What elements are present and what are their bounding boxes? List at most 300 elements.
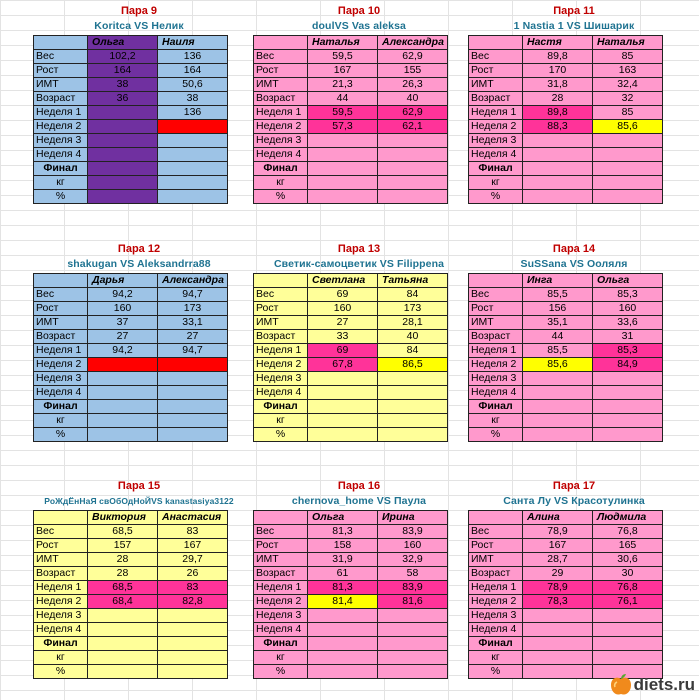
value-cell[interactable]: [308, 372, 378, 386]
row-label[interactable]: Неделя 4: [254, 148, 308, 162]
value-cell[interactable]: [593, 372, 663, 386]
row-label[interactable]: Вес: [254, 50, 308, 64]
value-cell[interactable]: 76,1: [593, 595, 663, 609]
player-name[interactable]: Людмила: [593, 511, 663, 525]
value-cell[interactable]: 62,1: [378, 120, 448, 134]
row-label[interactable]: Неделя 4: [469, 386, 523, 400]
value-cell[interactable]: 58: [378, 567, 448, 581]
row-label[interactable]: Неделя 2: [469, 358, 523, 372]
value-cell[interactable]: [523, 372, 593, 386]
value-cell[interactable]: [88, 358, 158, 372]
row-label[interactable]: Неделя 2: [34, 120, 88, 134]
row-label[interactable]: Неделя 2: [254, 120, 308, 134]
value-cell[interactable]: 27: [158, 330, 228, 344]
value-cell[interactable]: [88, 120, 158, 134]
value-cell[interactable]: [158, 651, 228, 665]
value-cell[interactable]: 67,8: [308, 358, 378, 372]
row-label[interactable]: Неделя 3: [34, 609, 88, 623]
row-label[interactable]: кг: [254, 176, 308, 190]
value-cell[interactable]: 69: [308, 344, 378, 358]
value-cell[interactable]: 155: [378, 64, 448, 78]
value-cell[interactable]: 68,5: [88, 581, 158, 595]
value-cell[interactable]: [308, 148, 378, 162]
value-cell[interactable]: 61: [308, 567, 378, 581]
value-cell[interactable]: [158, 428, 228, 442]
value-cell[interactable]: 160: [88, 302, 158, 316]
value-cell[interactable]: [378, 134, 448, 148]
value-cell[interactable]: [593, 414, 663, 428]
value-cell[interactable]: 83: [158, 525, 228, 539]
corner-cell[interactable]: [469, 511, 523, 525]
value-cell[interactable]: 68,4: [88, 595, 158, 609]
value-cell[interactable]: 160: [308, 302, 378, 316]
row-label[interactable]: Возраст: [469, 330, 523, 344]
row-label[interactable]: кг: [469, 414, 523, 428]
row-label[interactable]: Неделя 2: [469, 595, 523, 609]
player-name[interactable]: Александра: [378, 36, 448, 50]
value-cell[interactable]: 158: [308, 539, 378, 553]
value-cell[interactable]: [88, 428, 158, 442]
value-cell[interactable]: [378, 190, 448, 204]
row-label[interactable]: Рост: [254, 64, 308, 78]
value-cell[interactable]: 85,3: [593, 288, 663, 302]
value-cell[interactable]: [88, 609, 158, 623]
row-label[interactable]: ИМТ: [254, 316, 308, 330]
row-label[interactable]: Рост: [469, 302, 523, 316]
row-label[interactable]: %: [34, 428, 88, 442]
value-cell[interactable]: [88, 148, 158, 162]
value-cell[interactable]: 160: [593, 302, 663, 316]
player-name[interactable]: Наталья: [593, 36, 663, 50]
row-label[interactable]: Неделя 4: [34, 386, 88, 400]
value-cell[interactable]: 76,8: [593, 581, 663, 595]
row-label[interactable]: Финал: [469, 400, 523, 414]
row-label[interactable]: Неделя 2: [254, 358, 308, 372]
row-label[interactable]: %: [469, 665, 523, 679]
value-cell[interactable]: [158, 148, 228, 162]
value-cell[interactable]: [308, 428, 378, 442]
value-cell[interactable]: [593, 134, 663, 148]
row-label[interactable]: Рост: [34, 539, 88, 553]
value-cell[interactable]: 156: [523, 302, 593, 316]
value-cell[interactable]: [88, 190, 158, 204]
value-cell[interactable]: [88, 176, 158, 190]
row-label[interactable]: Неделя 3: [469, 609, 523, 623]
site-logo[interactable]: [608, 673, 695, 697]
value-cell[interactable]: [593, 623, 663, 637]
value-cell[interactable]: [523, 428, 593, 442]
value-cell[interactable]: [593, 148, 663, 162]
value-cell[interactable]: [88, 162, 158, 176]
value-cell[interactable]: 59,5: [308, 106, 378, 120]
value-cell[interactable]: [523, 148, 593, 162]
row-label[interactable]: Неделя 1: [469, 581, 523, 595]
row-label[interactable]: Неделя 4: [254, 386, 308, 400]
corner-cell[interactable]: [469, 274, 523, 288]
value-cell[interactable]: 31: [593, 330, 663, 344]
value-cell[interactable]: [88, 400, 158, 414]
value-cell[interactable]: 85,5: [523, 288, 593, 302]
value-cell[interactable]: [308, 134, 378, 148]
value-cell[interactable]: [523, 623, 593, 637]
row-label[interactable]: Возраст: [34, 330, 88, 344]
value-cell[interactable]: [378, 623, 448, 637]
value-cell[interactable]: 38: [158, 92, 228, 106]
row-label[interactable]: Возраст: [254, 330, 308, 344]
value-cell[interactable]: 33,6: [593, 316, 663, 330]
row-label[interactable]: Финал: [469, 162, 523, 176]
value-cell[interactable]: 68,5: [88, 525, 158, 539]
value-cell[interactable]: [523, 162, 593, 176]
value-cell[interactable]: 85,3: [593, 344, 663, 358]
value-cell[interactable]: 85: [593, 106, 663, 120]
value-cell[interactable]: 165: [593, 539, 663, 553]
value-cell[interactable]: [378, 609, 448, 623]
value-cell[interactable]: 44: [523, 330, 593, 344]
value-cell[interactable]: 31,9: [308, 553, 378, 567]
value-cell[interactable]: 32,4: [593, 78, 663, 92]
value-cell[interactable]: 38: [88, 78, 158, 92]
value-cell[interactable]: [158, 386, 228, 400]
value-cell[interactable]: [308, 623, 378, 637]
value-cell[interactable]: [523, 637, 593, 651]
value-cell[interactable]: [593, 609, 663, 623]
value-cell[interactable]: 78,3: [523, 595, 593, 609]
value-cell[interactable]: 26: [158, 567, 228, 581]
value-cell[interactable]: 59,5: [308, 50, 378, 64]
row-label[interactable]: ИМТ: [34, 316, 88, 330]
value-cell[interactable]: [158, 162, 228, 176]
value-cell[interactable]: [88, 665, 158, 679]
player-name[interactable]: Анастасия: [158, 511, 228, 525]
value-cell[interactable]: 31,8: [523, 78, 593, 92]
row-label[interactable]: Возраст: [34, 567, 88, 581]
value-cell[interactable]: 83,9: [378, 581, 448, 595]
row-label[interactable]: Возраст: [469, 567, 523, 581]
value-cell[interactable]: 57,3: [308, 120, 378, 134]
value-cell[interactable]: [158, 134, 228, 148]
row-label[interactable]: Вес: [254, 288, 308, 302]
row-label[interactable]: Неделя 4: [469, 148, 523, 162]
value-cell[interactable]: 81,3: [308, 525, 378, 539]
value-cell[interactable]: [158, 609, 228, 623]
value-cell[interactable]: [158, 190, 228, 204]
value-cell[interactable]: [378, 386, 448, 400]
value-cell[interactable]: 83: [158, 581, 228, 595]
value-cell[interactable]: [308, 162, 378, 176]
row-label[interactable]: Неделя 1: [34, 106, 88, 120]
value-cell[interactable]: [523, 609, 593, 623]
row-label[interactable]: Неделя 2: [469, 120, 523, 134]
value-cell[interactable]: 36: [88, 92, 158, 106]
player-name[interactable]: Ольга: [593, 274, 663, 288]
row-label[interactable]: %: [254, 190, 308, 204]
value-cell[interactable]: [88, 386, 158, 400]
corner-cell[interactable]: [254, 36, 308, 50]
value-cell[interactable]: [158, 623, 228, 637]
value-cell[interactable]: 88,3: [523, 120, 593, 134]
value-cell[interactable]: 30: [593, 567, 663, 581]
value-cell[interactable]: [378, 665, 448, 679]
row-label[interactable]: Вес: [34, 288, 88, 302]
player-name[interactable]: Инга: [523, 274, 593, 288]
value-cell[interactable]: 29: [523, 567, 593, 581]
value-cell[interactable]: 69: [308, 288, 378, 302]
value-cell[interactable]: [158, 665, 228, 679]
value-cell[interactable]: 30,6: [593, 553, 663, 567]
value-cell[interactable]: [308, 386, 378, 400]
row-label[interactable]: кг: [34, 414, 88, 428]
row-label[interactable]: Финал: [469, 637, 523, 651]
value-cell[interactable]: 82,8: [158, 595, 228, 609]
value-cell[interactable]: 136: [158, 50, 228, 64]
value-cell[interactable]: [308, 609, 378, 623]
row-label[interactable]: ИМТ: [34, 78, 88, 92]
row-label[interactable]: %: [254, 665, 308, 679]
row-label[interactable]: Вес: [254, 525, 308, 539]
value-cell[interactable]: [378, 400, 448, 414]
value-cell[interactable]: [378, 372, 448, 386]
player-name[interactable]: Дарья: [88, 274, 158, 288]
value-cell[interactable]: 94,2: [88, 288, 158, 302]
value-cell[interactable]: 84,9: [593, 358, 663, 372]
corner-cell[interactable]: [34, 274, 88, 288]
row-label[interactable]: Рост: [34, 64, 88, 78]
row-label[interactable]: Вес: [469, 50, 523, 64]
value-cell[interactable]: 50,6: [158, 78, 228, 92]
row-label[interactable]: %: [469, 428, 523, 442]
value-cell[interactable]: 78,9: [523, 525, 593, 539]
value-cell[interactable]: [88, 134, 158, 148]
value-cell[interactable]: 40: [378, 92, 448, 106]
value-cell[interactable]: 94,7: [158, 288, 228, 302]
row-label[interactable]: Неделя 1: [34, 581, 88, 595]
row-label[interactable]: %: [469, 190, 523, 204]
value-cell[interactable]: 33: [308, 330, 378, 344]
value-cell[interactable]: 167: [158, 539, 228, 553]
value-cell[interactable]: [378, 176, 448, 190]
row-label[interactable]: Неделя 3: [254, 372, 308, 386]
value-cell[interactable]: 81,6: [378, 595, 448, 609]
corner-cell[interactable]: [254, 274, 308, 288]
row-label[interactable]: Неделя 1: [469, 344, 523, 358]
value-cell[interactable]: 40: [378, 330, 448, 344]
row-label[interactable]: Финал: [34, 637, 88, 651]
value-cell[interactable]: 37: [88, 316, 158, 330]
value-cell[interactable]: [523, 400, 593, 414]
value-cell[interactable]: [308, 414, 378, 428]
value-cell[interactable]: 94,2: [88, 344, 158, 358]
value-cell[interactable]: 89,8: [523, 50, 593, 64]
value-cell[interactable]: 167: [523, 539, 593, 553]
row-label[interactable]: Возраст: [469, 92, 523, 106]
row-label[interactable]: Вес: [34, 525, 88, 539]
value-cell[interactable]: 164: [158, 64, 228, 78]
row-label[interactable]: Рост: [469, 64, 523, 78]
row-label[interactable]: ИМТ: [469, 553, 523, 567]
value-cell[interactable]: [378, 651, 448, 665]
value-cell[interactable]: [523, 651, 593, 665]
value-cell[interactable]: 164: [88, 64, 158, 78]
row-label[interactable]: Возраст: [254, 567, 308, 581]
row-label[interactable]: Неделя 1: [254, 106, 308, 120]
row-label[interactable]: Рост: [254, 539, 308, 553]
value-cell[interactable]: 94,7: [158, 344, 228, 358]
row-label[interactable]: Неделя 3: [34, 134, 88, 148]
value-cell[interactable]: [593, 637, 663, 651]
value-cell[interactable]: [378, 637, 448, 651]
value-cell[interactable]: [523, 414, 593, 428]
row-label[interactable]: ИМТ: [254, 78, 308, 92]
value-cell[interactable]: [523, 386, 593, 400]
row-label[interactable]: %: [254, 428, 308, 442]
value-cell[interactable]: 81,3: [308, 581, 378, 595]
value-cell[interactable]: [523, 134, 593, 148]
row-label[interactable]: ИМТ: [254, 553, 308, 567]
player-name[interactable]: Татьяна: [378, 274, 448, 288]
row-label[interactable]: Рост: [469, 539, 523, 553]
value-cell[interactable]: [308, 637, 378, 651]
player-name[interactable]: Настя: [523, 36, 593, 50]
value-cell[interactable]: [158, 358, 228, 372]
row-label[interactable]: %: [34, 190, 88, 204]
value-cell[interactable]: [593, 651, 663, 665]
value-cell[interactable]: 29,7: [158, 553, 228, 567]
row-label[interactable]: Рост: [34, 302, 88, 316]
value-cell[interactable]: [378, 428, 448, 442]
value-cell[interactable]: 157: [88, 539, 158, 553]
value-cell[interactable]: [158, 120, 228, 134]
value-cell[interactable]: 27: [308, 316, 378, 330]
row-label[interactable]: кг: [469, 651, 523, 665]
value-cell[interactable]: 102,2: [88, 50, 158, 64]
value-cell[interactable]: 83,9: [378, 525, 448, 539]
player-name[interactable]: Александра: [158, 274, 228, 288]
row-label[interactable]: Неделя 3: [254, 609, 308, 623]
value-cell[interactable]: [593, 386, 663, 400]
value-cell[interactable]: 33,1: [158, 316, 228, 330]
value-cell[interactable]: [158, 637, 228, 651]
value-cell[interactable]: [378, 162, 448, 176]
row-label[interactable]: Вес: [469, 288, 523, 302]
row-label[interactable]: Вес: [469, 525, 523, 539]
value-cell[interactable]: 28: [88, 567, 158, 581]
value-cell[interactable]: [523, 190, 593, 204]
value-cell[interactable]: [158, 372, 228, 386]
value-cell[interactable]: [593, 400, 663, 414]
value-cell[interactable]: [88, 372, 158, 386]
row-label[interactable]: Неделя 1: [254, 344, 308, 358]
value-cell[interactable]: 173: [378, 302, 448, 316]
value-cell[interactable]: 26,3: [378, 78, 448, 92]
row-label[interactable]: Неделя 1: [469, 106, 523, 120]
value-cell[interactable]: [308, 651, 378, 665]
value-cell[interactable]: 160: [378, 539, 448, 553]
value-cell[interactable]: [593, 176, 663, 190]
row-label[interactable]: Неделя 2: [254, 595, 308, 609]
row-label[interactable]: Неделя 4: [254, 623, 308, 637]
row-label[interactable]: Финал: [254, 637, 308, 651]
value-cell[interactable]: [593, 162, 663, 176]
value-cell[interactable]: 28: [523, 92, 593, 106]
row-label[interactable]: Неделя 3: [469, 134, 523, 148]
value-cell[interactable]: [593, 190, 663, 204]
row-label[interactable]: Неделя 4: [34, 623, 88, 637]
player-name[interactable]: Наиля: [158, 36, 228, 50]
value-cell[interactable]: 28,1: [378, 316, 448, 330]
player-name[interactable]: Алина: [523, 511, 593, 525]
row-label[interactable]: Неделя 2: [34, 358, 88, 372]
row-label[interactable]: Неделя 1: [34, 344, 88, 358]
value-cell[interactable]: [88, 414, 158, 428]
value-cell[interactable]: 44: [308, 92, 378, 106]
row-label[interactable]: Неделя 3: [34, 372, 88, 386]
row-label[interactable]: ИМТ: [469, 316, 523, 330]
value-cell[interactable]: 28: [88, 553, 158, 567]
player-name[interactable]: Ирина: [378, 511, 448, 525]
row-label[interactable]: %: [34, 665, 88, 679]
value-cell[interactable]: [378, 414, 448, 428]
value-cell[interactable]: 76,8: [593, 525, 663, 539]
value-cell[interactable]: 136: [158, 106, 228, 120]
value-cell[interactable]: 85,5: [523, 344, 593, 358]
value-cell[interactable]: 85,6: [593, 120, 663, 134]
value-cell[interactable]: [308, 176, 378, 190]
corner-cell[interactable]: [469, 36, 523, 50]
value-cell[interactable]: [88, 623, 158, 637]
row-label[interactable]: Вес: [34, 50, 88, 64]
value-cell[interactable]: 167: [308, 64, 378, 78]
corner-cell[interactable]: [34, 511, 88, 525]
row-label[interactable]: Неделя 2: [34, 595, 88, 609]
player-name[interactable]: Ольга: [308, 511, 378, 525]
row-label[interactable]: Финал: [34, 400, 88, 414]
value-cell[interactable]: 78,9: [523, 581, 593, 595]
row-label[interactable]: Финал: [34, 162, 88, 176]
player-name[interactable]: Ольга: [88, 36, 158, 50]
value-cell[interactable]: 28,7: [523, 553, 593, 567]
value-cell[interactable]: [88, 651, 158, 665]
corner-cell[interactable]: [254, 511, 308, 525]
value-cell[interactable]: 32: [593, 92, 663, 106]
value-cell[interactable]: [158, 414, 228, 428]
row-label[interactable]: Неделя 1: [254, 581, 308, 595]
value-cell[interactable]: 32,9: [378, 553, 448, 567]
row-label[interactable]: Возраст: [254, 92, 308, 106]
value-cell[interactable]: 27: [88, 330, 158, 344]
value-cell[interactable]: 89,8: [523, 106, 593, 120]
row-label[interactable]: Финал: [254, 400, 308, 414]
row-label[interactable]: Неделя 3: [469, 372, 523, 386]
value-cell[interactable]: [378, 148, 448, 162]
value-cell[interactable]: 81,4: [308, 595, 378, 609]
value-cell[interactable]: 35,1: [523, 316, 593, 330]
value-cell[interactable]: 173: [158, 302, 228, 316]
value-cell[interactable]: [158, 400, 228, 414]
value-cell[interactable]: 62,9: [378, 106, 448, 120]
value-cell[interactable]: 86,5: [378, 358, 448, 372]
value-cell[interactable]: 85: [593, 50, 663, 64]
row-label[interactable]: кг: [254, 414, 308, 428]
corner-cell[interactable]: [34, 36, 88, 50]
value-cell[interactable]: [523, 176, 593, 190]
row-label[interactable]: Финал: [254, 162, 308, 176]
row-label[interactable]: Рост: [254, 302, 308, 316]
value-cell[interactable]: [593, 428, 663, 442]
row-label[interactable]: кг: [254, 651, 308, 665]
value-cell[interactable]: [158, 176, 228, 190]
value-cell[interactable]: 84: [378, 344, 448, 358]
